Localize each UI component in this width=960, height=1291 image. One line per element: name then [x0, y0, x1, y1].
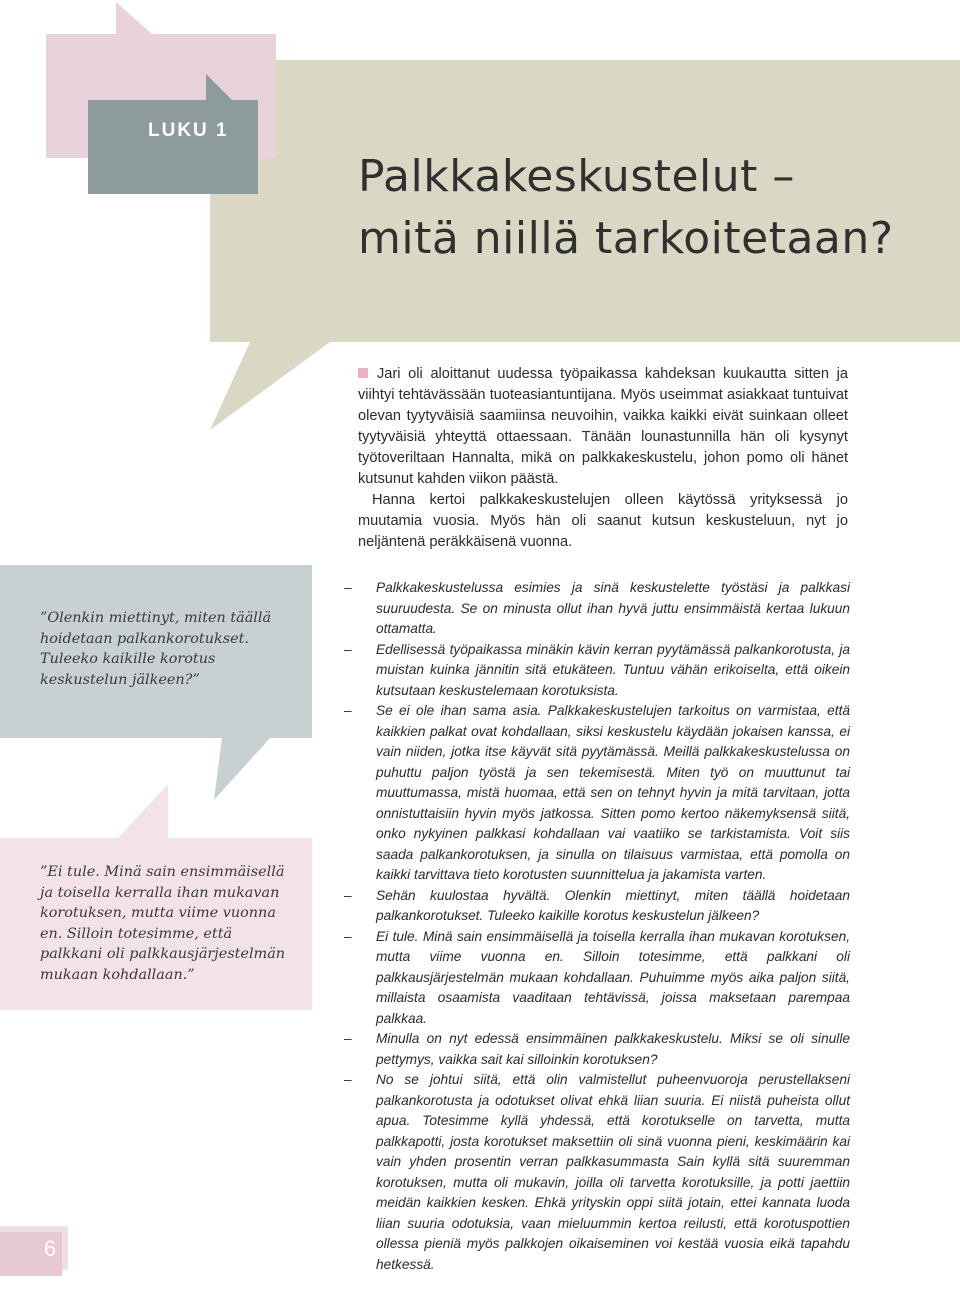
dash-marker: –: [344, 580, 352, 595]
dialog-line-text: Ei tule. Minä sain ensimmäisellä ja toisella kerralla ihan mukavan korotuksen, mutta viime vuonna en. Silloin totesimme, että palkkani oli palkkausjärjestelmän mukaan kohdallaan. Puhuimme myös aika paljon siitä, millaista osaamista vaaditaan tehtävissä, joissa maksetaan parempaa palkkaa.: [376, 928, 850, 1026]
intro-paragraph-2: Hanna kertoi palkkakeskustelujen olleen käytössä yrityksessä jo muutamia vuosia. Myös hän oli saanut kutsun keskusteluun, nyt jo neljäntenä peräkkäisenä vuonna.: [358, 492, 848, 550]
dash-marker: –: [344, 887, 352, 903]
dialog-line: [344, 640, 850, 702]
dialog-line-text: No se johtui siitä, että olin valmistellut puheenvuoroja perustellakseni palkankorotusta ja odotukset olivat ehkä liian suuria. Ei niistä puheista ollut apua. Totesimme kyllä yhdessä, että korotukselle on tarvetta, mutta palkkapotti, josta korotukset maksettiin oli sinä vuonna pieni, keskimäärin kai vain yhden prosentin verran palkkasummasta Sain kyllä sitä suuremman korotuksen, mutta oli mukavin, joilla oli tarvetta korotuksille, ja potti jaettiin meidän kaikkien kesken. Ehkä yrityskin oppi siitä jotain, ettei kannata luoda liian suuria odotuksia, vaan mieluummin kertoa reilusti, että korotuspottien ollessa pieniä myös palkkojen oikaiseminen voi kestää vuosia eikä tapahdu hetkessä.: [376, 1072, 850, 1272]
dialog-line-text: Minulla on nyt edessä ensimmäinen palkkakeskustelu. Miksi se oli sinulle pettymys, vaikka sait kai silloinkin korotuksen?: [376, 1031, 850, 1067]
dialog-line: [344, 1029, 850, 1070]
dialog-line-text: Palkkakeskustelussa esimies ja sinä keskustelette työstäsi ja palkkasi suuruudesta. Se on minusta ollut ihan hyvä juttu ensimmäistä kertaa lukuun ottamatta.: [376, 580, 850, 636]
page-number: 6: [43, 1236, 57, 1261]
dialog-text: [344, 578, 850, 1275]
dialog-line: [344, 927, 850, 1030]
dialog-line-text: Se ei ole ihan sama asia. Palkkakeskustelujen tarkoitus on varmistaa, että kaikkien palkat ovat kohdallaan, siksi keskustelu käydään jokaisen kanssa, ei vain niiden, jotka itse käyvät sitä pyytämässä. Meillä palkkakeskustelussa on puhuttu paljon työstä ja sen tekemisestä. Miten työ on muuttunut tai muuttumassa, mistä huomaa, että sen on tehnyt hyvin ja mitä tarvitaan, jotta onnistuttaisiin hyvin myös jatkossa. Sitten pomo kertoo näkemyksensä siitä, onko nykyinen palkkasi kohdallaan vai vaatiiko se tarkistamista. Voit siis saada palkankorotuksen, ja sinulla on tilaisuus varmistaa, että pomolla on kaikki tarvittava tieto korotusten suunnittelua ja jakamista varten.: [376, 703, 850, 882]
pull-quote-1: ”Olenkin miettinyt, miten täällä hoidetaan palkankorotukset. Tuleeko kaikille korotus keskustelun jälkeen?”: [40, 610, 272, 688]
dialog-line: [344, 701, 850, 886]
dash-marker: –: [344, 641, 352, 657]
dash-marker: –: [344, 703, 352, 718]
dash-marker: –: [344, 1072, 352, 1087]
dash-marker: –: [344, 1031, 352, 1046]
pull-quote-2: ”Ei tule. Minä sain ensimmäisellä ja toisella kerralla ihan mukavan korotuksen, mutta viime vuonna en. Silloin totesimme, että palkkani oli palkkausjärjestelmän mukaan kohdallaan.”: [40, 864, 286, 983]
dialog-line-text: Sehän kuulostaa hyvältä. Olenkin miettinyt, miten täällä hoidetaan palkankorotukset. Tuleeko kaikille korotus keskustelun jälkeen?: [376, 887, 850, 923]
title-line-2: mitä niillä tarkoitetaan?: [358, 213, 894, 264]
dialog-line: [344, 886, 850, 927]
intro-paragraph-1-text: Jari oli aloittanut uudessa työpaikassa kahdeksan kuukautta sitten ja viihtyi tehtävässään tuoteasiantuntijana. Myös useimmat asiakkaat tuntuivat olevan tyytyväisiä saamiinsa neuvoihin, vaikka kaikki eivät suinkaan olleet tyytyväisiä yhteyttä ottaessaan. Tänään lounastunnilla hän oli kysynyt työtoveriltaan Hannalta, mikä on palkkakeskustelu, johon pomo oli hänet kutsunut kahden viikon päästä.: [358, 366, 848, 487]
dialog-line: [344, 578, 850, 640]
chapter-label: LUKU 1: [148, 120, 229, 141]
title-line-1: Palkkakeskustelut –: [358, 151, 795, 202]
page-title: [358, 146, 918, 270]
dash-marker: –: [344, 928, 352, 944]
dialog-line: [344, 1070, 850, 1275]
intro-paragraph-1: [358, 364, 848, 490]
intro-text: [358, 364, 848, 553]
square-bullet-icon: [358, 368, 368, 378]
dialog-line-text: Edellisessä työpaikassa minäkin kävin kerran pyytämässä palkankorotusta, ja muistan kuinka jännitin sitä etukäteen. Tuntuu vähän erikoiselta, että oikein kutsutaan keskustelemaan korotuksista.: [376, 641, 850, 698]
